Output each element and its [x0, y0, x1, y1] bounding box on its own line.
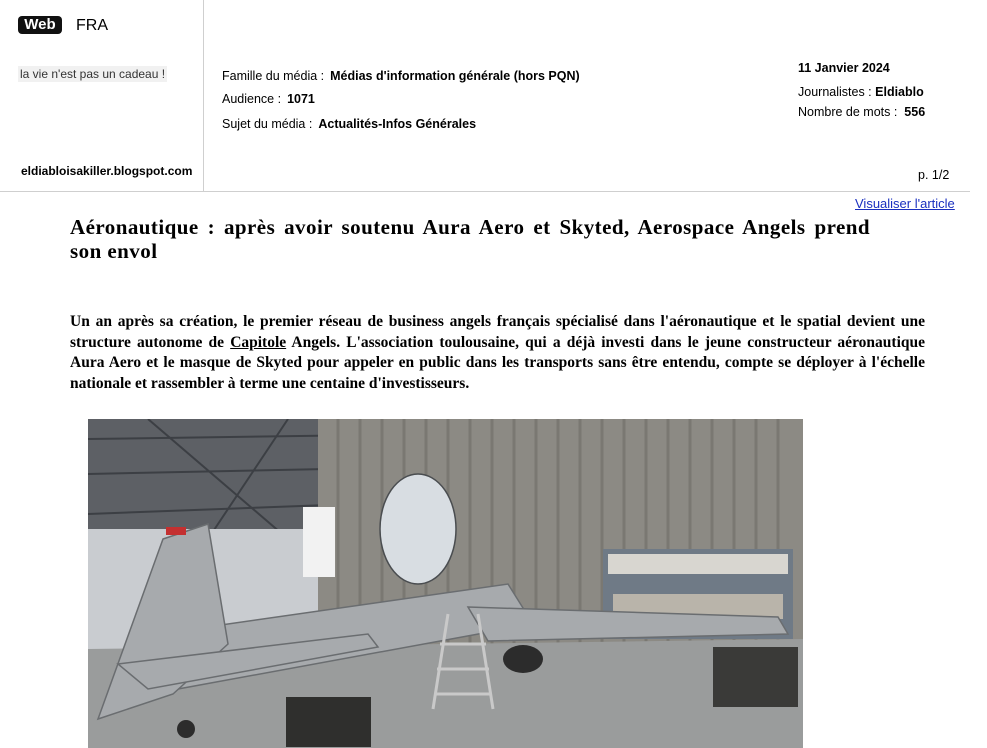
- meta-sujet-label: Sujet du média :: [222, 117, 313, 131]
- hangar-aircraft-image: [88, 419, 803, 748]
- meta-word-count: [798, 104, 925, 120]
- view-article-link[interactable]: Visualiser l'article: [855, 196, 955, 211]
- meta-word-count-value: 556: [904, 105, 926, 119]
- meta-famille-label: Famille du média :: [222, 69, 325, 83]
- meta-sujet-value: Actualités-Infos Générales: [318, 117, 477, 131]
- lede-text-end: Angels. L'association toulousaine, qui a déjà investi dans le jeune constructeur aéronautique Aura Aero et le masque de Skyted pour appeler en public dans les transports sans être entendu, compte se déployer à l'échelle nationale et rassembler à terme une centaine d'investisseurs.: [70, 333, 925, 392]
- web-badge: Web: [18, 16, 62, 34]
- article-title: Aéronautique : après avoir soutenu Aura Aero et Skyted, Aerospace Angels prend son envol: [70, 215, 870, 263]
- article-lede: [70, 312, 925, 394]
- meta-journalistes-value: Eldiablo: [875, 85, 924, 99]
- header-divider-horizontal: [0, 191, 970, 192]
- site-slogan: la vie n'est pas un cadeau !: [20, 67, 166, 81]
- publication-date: 11 Janvier 2024: [798, 61, 890, 75]
- meta-audience: [222, 91, 315, 107]
- article-photo: [88, 419, 803, 748]
- meta-audience-value: 1071: [287, 92, 315, 106]
- capitole-link[interactable]: Capitole: [230, 333, 287, 351]
- lede-text-start: Un an après sa création, le premier réseau de business angels français spécialisé dans l'aéronautique et le spatial devient une structure autonome de: [70, 313, 925, 351]
- site-domain: eldiabloisakiller.blogspot.com: [21, 164, 193, 178]
- page-number: p. 1/2: [918, 168, 950, 182]
- header-divider-vertical: [203, 0, 204, 191]
- meta-audience-label: Audience :: [222, 92, 282, 106]
- meta-sujet: [222, 116, 476, 132]
- meta-famille: [222, 68, 580, 84]
- language-label: FRA: [76, 17, 108, 34]
- meta-journalistes-label: Journalistes :: [798, 85, 872, 99]
- meta-famille-value: Médias d'information générale (hors PQN): [330, 69, 580, 83]
- meta-word-count-label: Nombre de mots :: [798, 105, 898, 119]
- meta-journalistes: [798, 84, 924, 100]
